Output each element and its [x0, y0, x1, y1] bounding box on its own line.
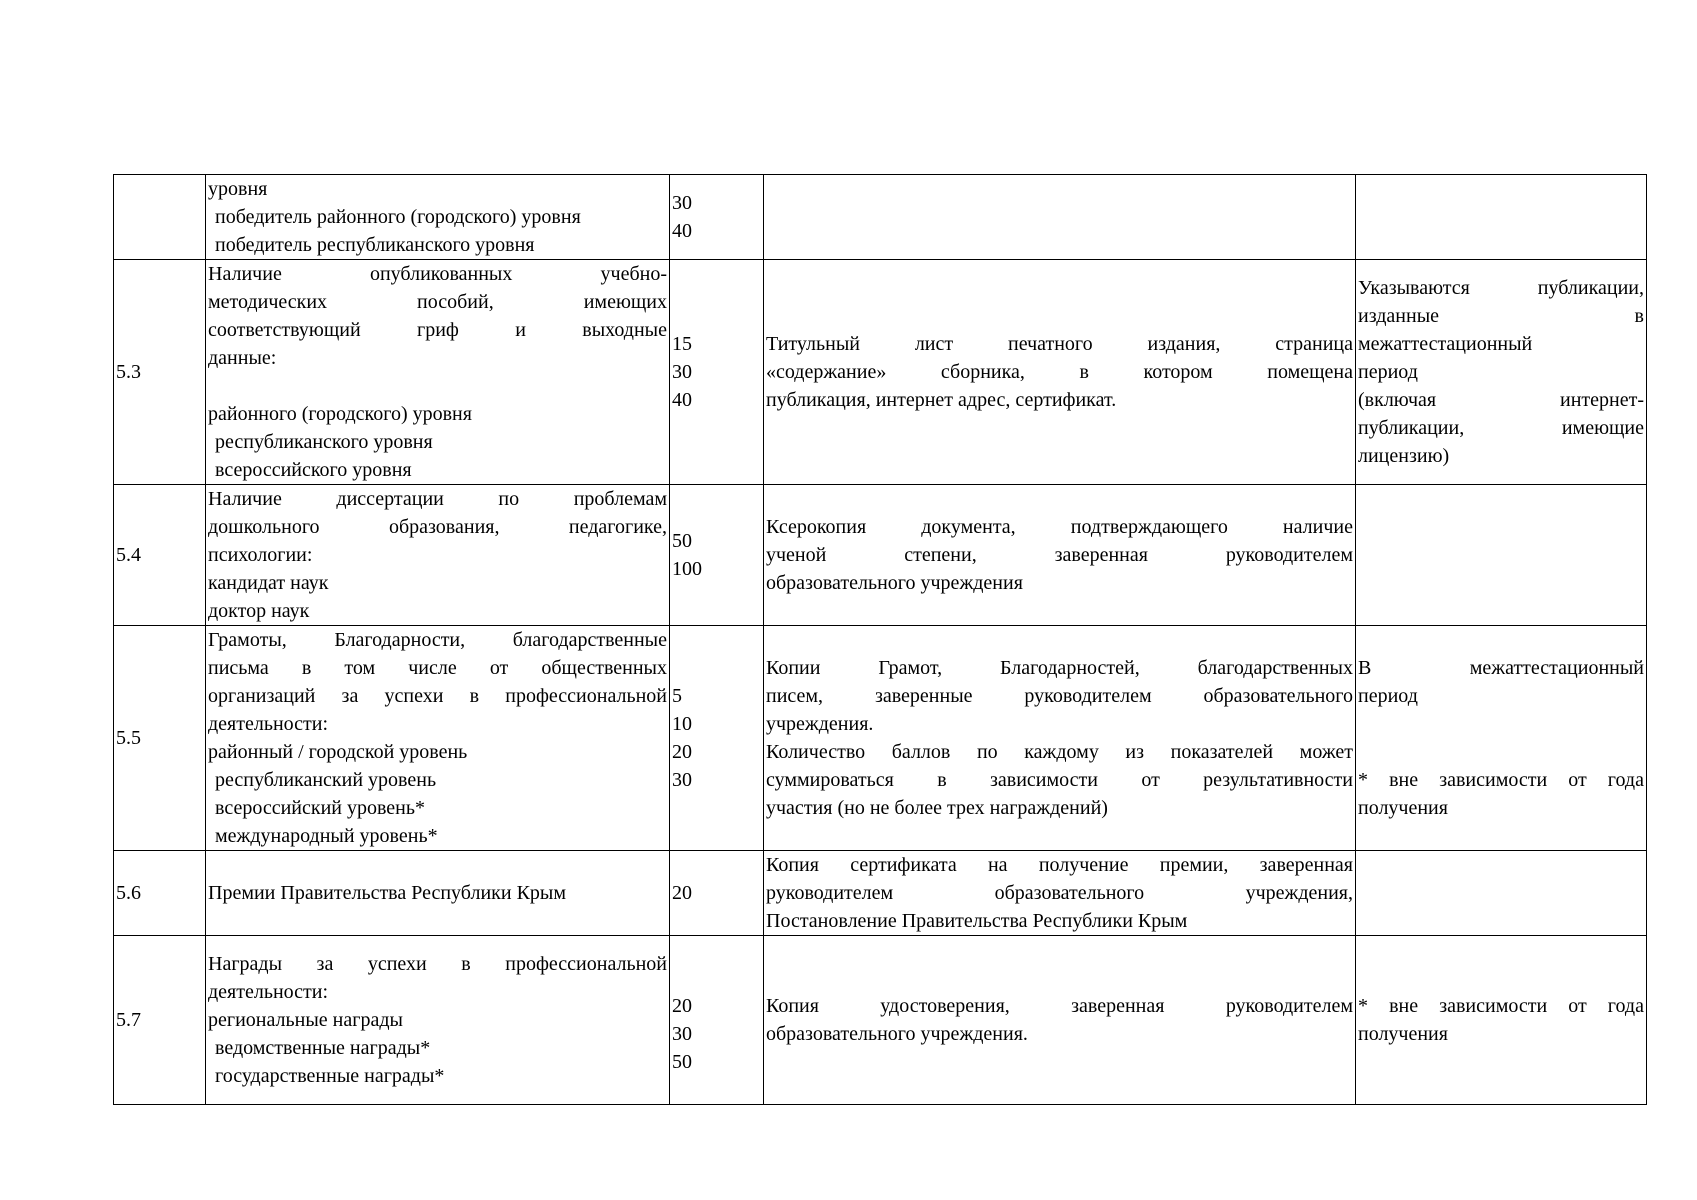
document-line: образовательного учреждения.: [766, 1023, 1028, 1045]
note-cell: [1356, 260, 1647, 485]
criterion-level: кандидат наук: [208, 572, 329, 594]
points-value: 10: [672, 713, 692, 735]
criterion-cell: [206, 260, 670, 485]
criterion-level: республиканский уровень: [215, 769, 437, 791]
criterion-line: психологии:: [208, 544, 313, 566]
documents-cell: [764, 260, 1356, 485]
document-line: участия (но не более трех награждений): [766, 797, 1108, 819]
document-line: писем, заверенные руководителем образовательного: [766, 685, 1353, 707]
criterion-line: дошкольного образования, педагогике,: [208, 516, 667, 538]
criterion-line: победитель районного (городского) уровня: [215, 206, 581, 228]
documents-cell: [764, 485, 1356, 626]
points-value: 20: [672, 741, 692, 763]
note-line: получения: [1358, 1023, 1448, 1045]
row-number: [114, 175, 206, 260]
criterion-line: письма в том числе от общественных: [208, 657, 667, 679]
note-line: межаттестационный: [1358, 333, 1533, 355]
points-value: 20: [672, 882, 692, 904]
note-cell: [1356, 626, 1647, 851]
note-line: публикации, имеющие: [1358, 417, 1644, 439]
criterion-line: деятельности:: [208, 713, 329, 735]
criterion-cell: [206, 851, 670, 936]
document-line: Количество баллов по каждому из показателей может: [766, 741, 1353, 763]
note-line: В межаттестационный: [1358, 657, 1644, 679]
criterion-line: уровня: [208, 178, 268, 200]
note-line: период: [1358, 685, 1418, 707]
points-value: 30: [672, 192, 692, 214]
note-cell: [1356, 851, 1647, 936]
criterion-line: Премии Правительства Республики Крым: [208, 882, 567, 904]
points-cell: [670, 260, 764, 485]
points-cell: [670, 485, 764, 626]
note-line: Указываются публикации,: [1358, 277, 1644, 299]
criterion-cell: [206, 485, 670, 626]
document-line: «содержание» сборника, в котором помещена: [766, 361, 1353, 383]
criterion-line: Наличие опубликованных учебно-: [208, 263, 667, 285]
criterion-level: районный / городской уровень: [208, 741, 468, 763]
document-line: суммироваться в зависимости от результативности: [766, 769, 1353, 791]
row-number: 5.7: [114, 936, 206, 1105]
points-value: 30: [672, 769, 692, 791]
note-cell: [1356, 936, 1647, 1105]
table-row: [114, 851, 1647, 936]
document-line: учреждения.: [766, 713, 874, 735]
note-line: лицензию): [1358, 445, 1450, 467]
criterion-level: международный уровень*: [215, 825, 438, 847]
criterion-line: методических пособий, имеющих: [208, 291, 667, 313]
criterion-level: всероссийского уровня: [215, 459, 412, 481]
document-line: Титульный лист печатного издания, страница: [766, 333, 1353, 355]
criterion-level: региональные награды: [208, 1009, 403, 1031]
documents-cell: [764, 626, 1356, 851]
documents-cell: [764, 851, 1356, 936]
table-row: [114, 936, 1647, 1105]
points-cell: [670, 626, 764, 851]
note-line: получения: [1358, 797, 1448, 819]
document-line: Копии Грамот, Благодарностей, благодарственных: [766, 657, 1353, 679]
row-number: 5.3: [114, 260, 206, 485]
table-row: [114, 175, 1647, 260]
criterion-line: победитель республиканского уровня: [215, 234, 535, 256]
criterion-line: данные:: [208, 347, 277, 369]
row-number: 5.5: [114, 626, 206, 851]
points-cell: [670, 851, 764, 936]
criterion-line: деятельности:: [208, 981, 329, 1003]
points-value: 30: [672, 1023, 692, 1045]
document-line: Ксерокопия документа, подтверждающего наличие: [766, 516, 1353, 538]
points-value: 50: [672, 530, 692, 552]
document-line: Копия удостоверения, заверенная руководителем: [766, 995, 1353, 1017]
document-line: руководителем образовательного учреждения,: [766, 882, 1353, 904]
points-value: 40: [672, 220, 692, 242]
documents-cell: [764, 175, 1356, 260]
note-line: изданные в: [1358, 305, 1644, 327]
criterion-line: Награды за успехи в профессиональной: [208, 953, 667, 975]
criterion-level: ведомственные награды*: [215, 1037, 431, 1059]
points-value: 20: [672, 995, 692, 1017]
points-value: 50: [672, 1051, 692, 1073]
criterion-line: Наличие диссертации по проблемам: [208, 488, 667, 510]
criterion-level: государственные награды*: [215, 1065, 445, 1087]
documents-cell: [764, 936, 1356, 1105]
criterion-line: соответствующий гриф и выходные: [208, 319, 667, 341]
points-value: 30: [672, 361, 692, 383]
points-value: 40: [672, 389, 692, 411]
criterion-level: всероссийский уровень*: [215, 797, 426, 819]
row-number: 5.6: [114, 851, 206, 936]
points-value: 100: [672, 558, 702, 580]
criterion-cell: [206, 175, 670, 260]
note-line: * вне зависимости от года: [1358, 769, 1644, 791]
criterion-level: районного (городского) уровня: [208, 403, 472, 425]
row-number: 5.4: [114, 485, 206, 626]
criterion-level: доктор наук: [208, 600, 310, 622]
criterion-line: Грамоты, Благодарности, благодарственные: [208, 629, 667, 651]
points-value: 15: [672, 333, 692, 355]
table-row: [114, 626, 1647, 851]
criterion-cell: [206, 936, 670, 1105]
document-line: Постановление Правительства Республики Крым: [766, 910, 1188, 932]
criterion-level: республиканского уровня: [215, 431, 433, 453]
note-line: период: [1358, 361, 1418, 383]
note-line: (включая интернет-: [1358, 389, 1644, 411]
points-value: 5: [672, 685, 682, 707]
table-row: [114, 485, 1647, 626]
criterion-cell: [206, 626, 670, 851]
note-cell: [1356, 175, 1647, 260]
note-line: * вне зависимости от года: [1358, 995, 1644, 1017]
table-row: [114, 260, 1647, 485]
note-cell: [1356, 485, 1647, 626]
points-cell: [670, 175, 764, 260]
criteria-table: [113, 174, 1647, 1105]
document-line: публикация, интернет адрес, сертификат.: [766, 389, 1117, 411]
document-line: образовательного учреждения: [766, 572, 1023, 594]
criterion-line: организаций за успехи в профессиональной: [208, 685, 667, 707]
points-cell: [670, 936, 764, 1105]
document-line: Копия сертификата на получение премии, заверенная: [766, 854, 1353, 876]
document-line: ученой степени, заверенная руководителем: [766, 544, 1353, 566]
